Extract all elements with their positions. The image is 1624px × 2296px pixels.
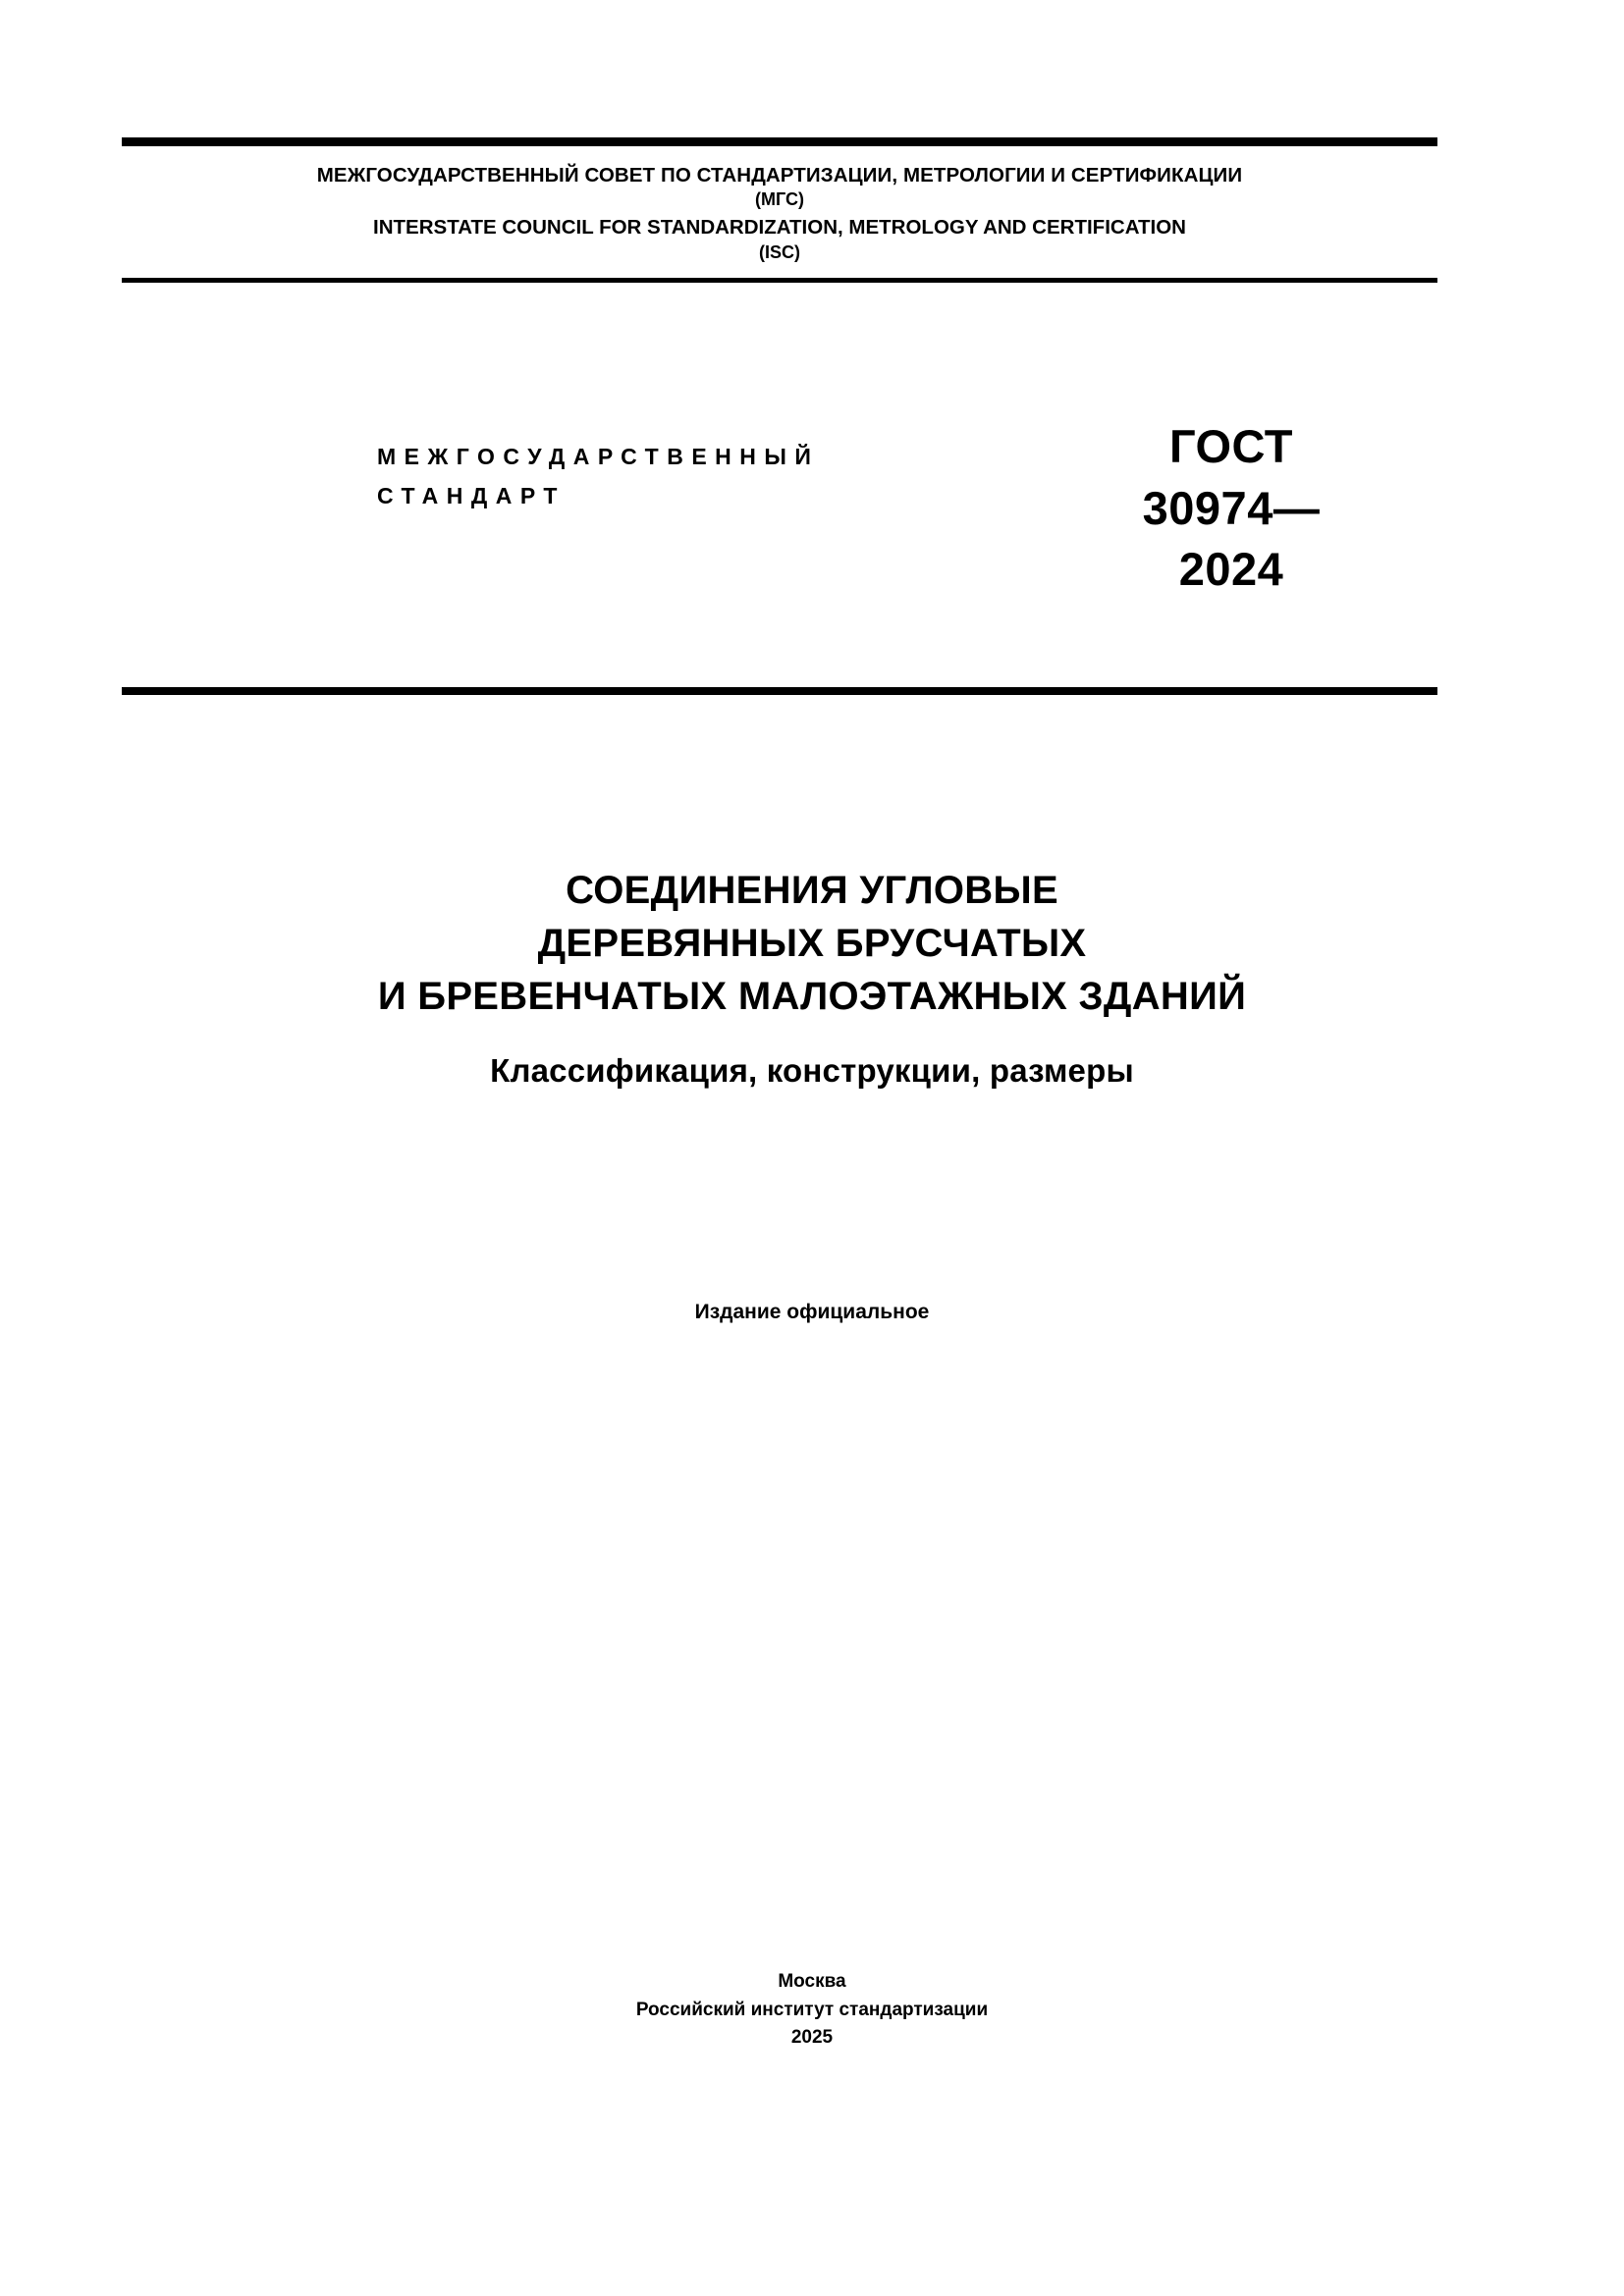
imprint-city: Москва — [778, 1971, 846, 1992]
title-main — [203, 864, 1421, 1023]
imprint — [203, 1968, 1421, 2053]
standard-number-year: 2024 — [1178, 543, 1284, 595]
imprint-publisher: Российский институт стандартизации — [635, 1999, 989, 2020]
title-subtitle: Классификация, конструкции, размеры — [490, 1052, 1134, 1089]
page-title — [203, 864, 1421, 1090]
council-name-en: INTERSTATE COUNCIL FOR STANDARDIZATION, METROLOGY AND CERTIFICATION — [373, 216, 1186, 240]
header-block — [122, 137, 1437, 283]
council-names — [122, 146, 1437, 278]
standard-number — [1025, 393, 1437, 601]
header-bottom-rule — [122, 278, 1437, 283]
standard-designation-row — [122, 393, 1437, 601]
standard-type-label — [122, 393, 820, 516]
title-line-2: ДЕРЕВЯННЫХ БРУСЧАТЫХ — [537, 922, 1087, 965]
standard-type-line2: СТАНДАРТ — [377, 483, 566, 509]
official-edition-note: Издание официальное — [694, 1301, 930, 1323]
standard-type-line1: МЕЖГОСУДАРСТВЕННЫЙ — [377, 444, 820, 469]
council-name-ru: МЕЖГОСУДАРСТВЕННЫЙ СОВЕТ ПО СТАНДАРТИЗАЦИИ, МЕТРОЛОГИИ И СЕРТИФИКАЦИИ — [316, 164, 1243, 187]
imprint-year: 2025 — [790, 2027, 834, 2048]
standard-number-value: 30974— — [1142, 481, 1321, 534]
designation-bottom-rule — [122, 687, 1437, 695]
header-top-rule — [122, 137, 1437, 146]
council-abbr-ru: (МГС) — [755, 189, 804, 210]
title-line-3: И БРЕВЕНЧАТЫХ МАЛОЭТАЖНЫХ ЗДАНИЙ — [377, 975, 1247, 1018]
council-abbr-en: (ISC) — [759, 241, 800, 262]
title-line-1: СОЕДИНЕНИЯ УГЛОВЫЕ — [566, 869, 1058, 912]
standard-number-prefix: ГОСТ — [1168, 420, 1294, 472]
